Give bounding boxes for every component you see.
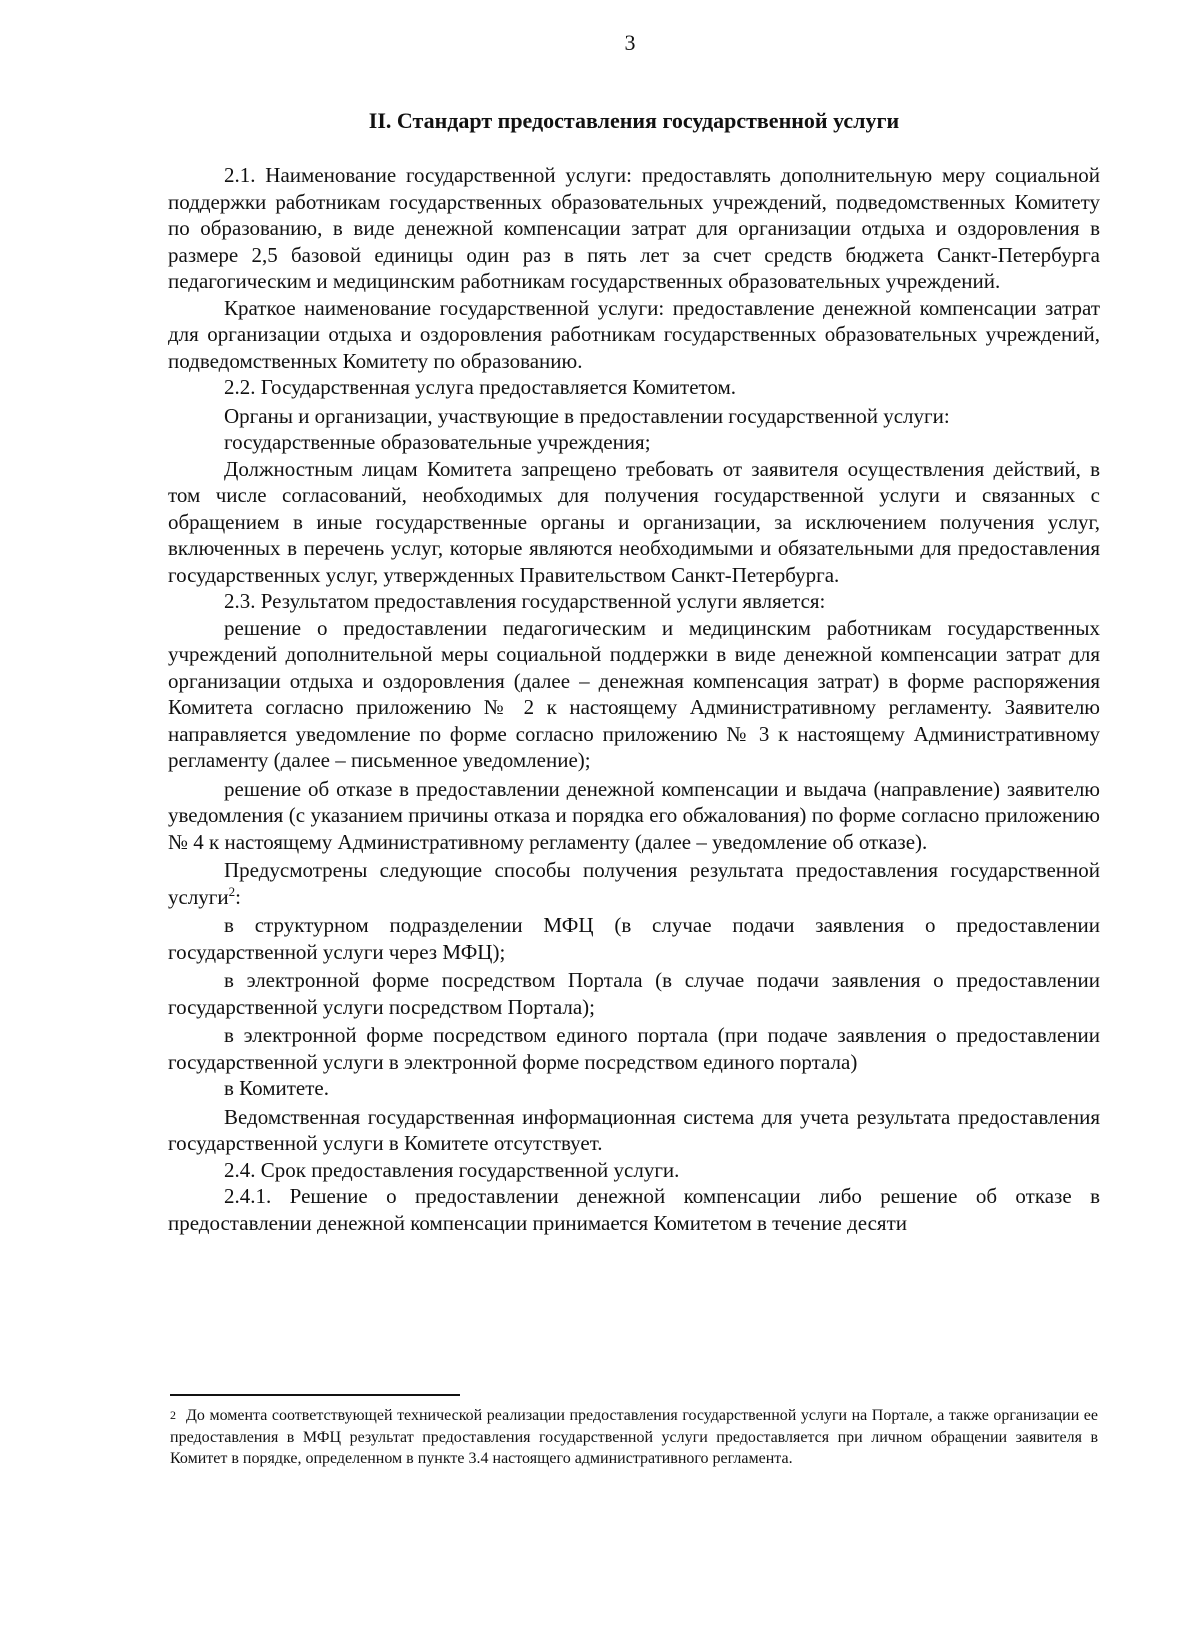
paragraph-2-2: 2.2. Государственная услуга предоставляется Комитетом. [224,375,737,399]
document-body [168,162,1100,1236]
paragraph-institutions: государственные образовательные учреждения; [224,430,651,454]
footnote [170,1405,1098,1470]
footnote-marker: 2 [170,1408,176,1422]
result-methods-colon: : [235,884,241,909]
paragraph-participants: Органы и организации, участвующие в предоставлении государственной услуги: [224,403,950,428]
footnote-text: До момента соответствующей технической реализации предоставления государственной услуги на Портале, а также организации ее предоставления в МФЦ результат предоставления государственной услуги предоставляется при личном обращении заявителя в Комитет в порядке, определенном в пункте 3.4 настоящего административного регламента. [170,1407,1098,1467]
paragraph-method-unified-portal: в электронной форме посредством единого портала (при подаче заявления о предоставлении государственной услуги в электронной форме посредством единого портала) [168,1023,1100,1074]
page-number: 3 [624,30,636,55]
paragraph-method-committee: в Комитете. [224,1076,329,1100]
footnote-separator [170,1394,460,1396]
result-methods-text: Предусмотрены следующие способы получения результата предоставления государственной услуги [168,858,1100,909]
paragraph-result-methods [168,857,1100,910]
paragraph-decision-grant: решение о предоставлении педагогическим и медицинским работникам государственных учреждений дополнительной меры социальной поддержки в виде денежной компенсации затрат для организации отдыха и оздоровления (далее – денежная компенсация затрат) в форме распоряжения Комитета согласно приложению № 2 к настоящему Административному регламенту. Заявителю направляется уведомление по форме согласно приложению № 3 к настоящему Административному регламенту (далее – письменное уведомление); [168,615,1100,772]
paragraph-method-mfc: в структурном подразделении МФЦ (в случае подачи заявления о предоставлении государственной услуги через МФЦ); [168,913,1100,964]
paragraph-2-3: 2.3. Результатом предоставления государственной услуги является: [224,589,826,613]
paragraph-2-4: 2.4. Срок предоставления государственной услуги. [224,1157,680,1182]
paragraph-information-system: Ведомственная государственная информационная система для учета результата предоставления государственной услуги в Комитете отсутствует. [168,1104,1100,1155]
paragraph-2-4-1: 2.4.1. Решение о предоставлении денежной компенсации либо решение об отказе в предоставлении денежной компенсации принимается Комитетом в течение десяти [168,1184,1100,1235]
paragraph-decision-refusal: решение об отказе в предоставлении денежной компенсации и выдача (направление) заявителю уведомления (с указанием причины отказа и порядка его обжалования) по форме согласно приложению № 4 к настоящему Административному регламенту (далее – уведомление об отказе). [168,776,1100,854]
section-title: II. Стандарт предоставления государственной услуги [368,108,900,133]
footnote-reference: 2 [228,883,236,899]
paragraph-2-1: 2.1. Наименование государственной услуги: предоставлять дополнительную меру социальной поддержки работникам государственных образовательных учреждений, подведомственных Комитету по образованию, в виде денежной компенсации затрат для организации отдыха и оздоровления в размере 2,5 базовой единицы один раз в пять лет за счет средств бюджета Санкт-Петербурга педагогическим и медицинским работникам государственных образовательных учреждений. [168,163,1100,293]
paragraph-prohibition: Должностным лицам Комитета запрещено требовать от заявителя осуществления действий, в том числе согласований, необходимых для получения государственной услуги и связанных с обращением в иные государственные органы и организации, за исключением получения услуг, включенных в перечень услуг, которые являются необходимыми и обязательными для предоставления государственных услуг, утвержденных Правительством Санкт-Петербурга. [168,456,1100,587]
paragraph-method-portal: в электронной форме посредством Портала (в случае подачи заявления о предоставлении государственной услуги посредством Портала); [168,968,1100,1019]
paragraph-short-name: Краткое наименование государственной услуги: предоставление денежной компенсации затрат для организации отдыха и оздоровления работникам государственных образовательных учреждений, подведомственных Комитету по образованию. [168,295,1100,373]
